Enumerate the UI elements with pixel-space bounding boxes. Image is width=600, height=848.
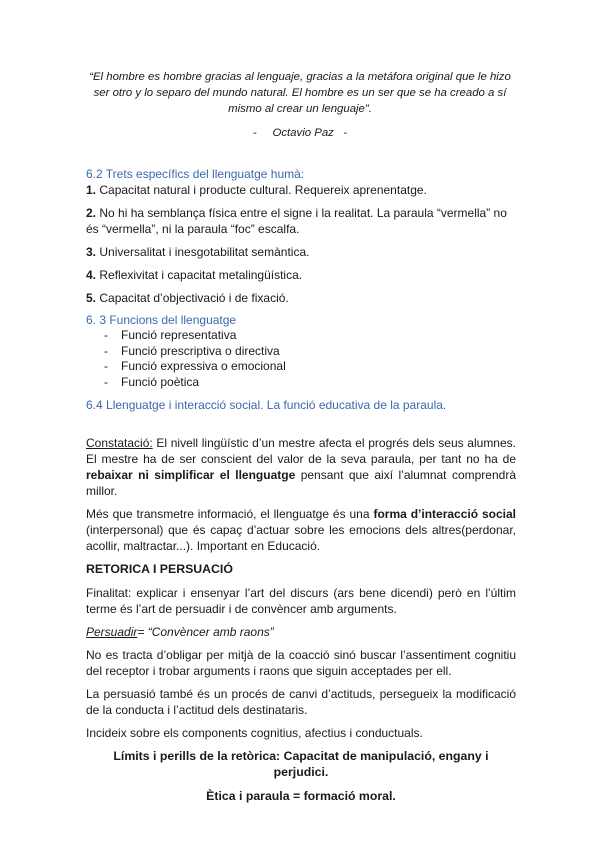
trait-item-4: 4. Reflexivitat i capacitat metalingüística. <box>86 268 303 282</box>
epigraph-author: - Octavio Paz - <box>252 127 348 139</box>
epigraph-quote: “El hombre es hombre gracias al lenguaje, gracias a la metáfora original que le hizo ser otro y lo separo del mundo natural. El hombre es un ser que se ha creado a sí mismo al crear un lenguaje”. <box>89 71 511 115</box>
functions-list <box>86 328 516 390</box>
coaccio-paragraph: No es tracta d’obligar per mitjà de la coacció sinó buscar l’assentiment cognitiu del receptor i trobar arguments i raons que siguin acceptades per ell. <box>86 648 516 678</box>
trait-item-2: 2. No hi ha semblança física entre el signe i la realitat. La paraula “vermella” no és “vermella”, ni la paraula “foc” escalfa. <box>86 206 507 236</box>
list-item: - Funció poètica <box>86 375 516 391</box>
list-item: - Funció prescriptiva o directiva <box>86 344 516 360</box>
trait-item-1: 1. Capacitat natural i producte cultural. Requereix aprenentatge. <box>86 183 427 197</box>
etica-statement: Ètica i paraula = formació moral. <box>206 789 396 803</box>
trait-item-5: 5. Capacitat d’objectivació i de fixació. <box>86 291 289 305</box>
interaccio-paragraph: Més que transmetre informació, el llenguatge és una forma d’interacció social (interpersonal) que és capaç d’actuar sobre les emocions dels altres(perdonar, acollir, maltractar...). Important en Educació. <box>86 507 516 553</box>
list-item: - Funció representativa <box>86 328 516 344</box>
section-64-heading: 6.4 Llenguatge i interacció social. La funció educativa de la paraula. <box>86 398 447 412</box>
trait-item-3: 3. Universalitat i inesgotabilitat semàntica. <box>86 245 310 259</box>
document-body <box>86 166 516 804</box>
constatacio-paragraph: Constatació: El nivell lingüístic d’un mestre afecta el progrés dels seus alumnes. El mestre ha de ser conscient del valor de la seva paraula, per tant no ha de rebaixar ni simplificar el llenguatge pensant que així l’alumnat comprendrà millor. <box>86 436 516 498</box>
finalitat-paragraph: Finalitat: explicar i ensenyar l’art del discurs (ars bene dicendi) però en l’últim terme és l’art de persuadir i de convèncer amb arguments. <box>86 586 516 616</box>
list-item: - Funció expressiva o emocional <box>86 359 516 375</box>
canvi-actituds-paragraph: La persuasió també és un procés de canvi d’actituds, persegueix la modificació de la conducta i l’actitud dels destinataris. <box>86 687 516 717</box>
retorica-title: RETORICA I PERSUACIÓ <box>86 562 233 576</box>
persuadir-definition: Persuadir= “Convèncer amb raons” <box>86 625 274 639</box>
components-paragraph: Incideix sobre els components cognitius, afectius i conductuals. <box>86 726 423 740</box>
section-62-heading: 6.2 Trets específics del llenguatge humà: <box>86 167 305 181</box>
limits-statement: Límits i perills de la retòrica: Capacitat de manipulació, engany i perjudici. <box>113 749 489 779</box>
section-63-heading: 6. 3 Funcions del llenguatge <box>86 313 237 327</box>
